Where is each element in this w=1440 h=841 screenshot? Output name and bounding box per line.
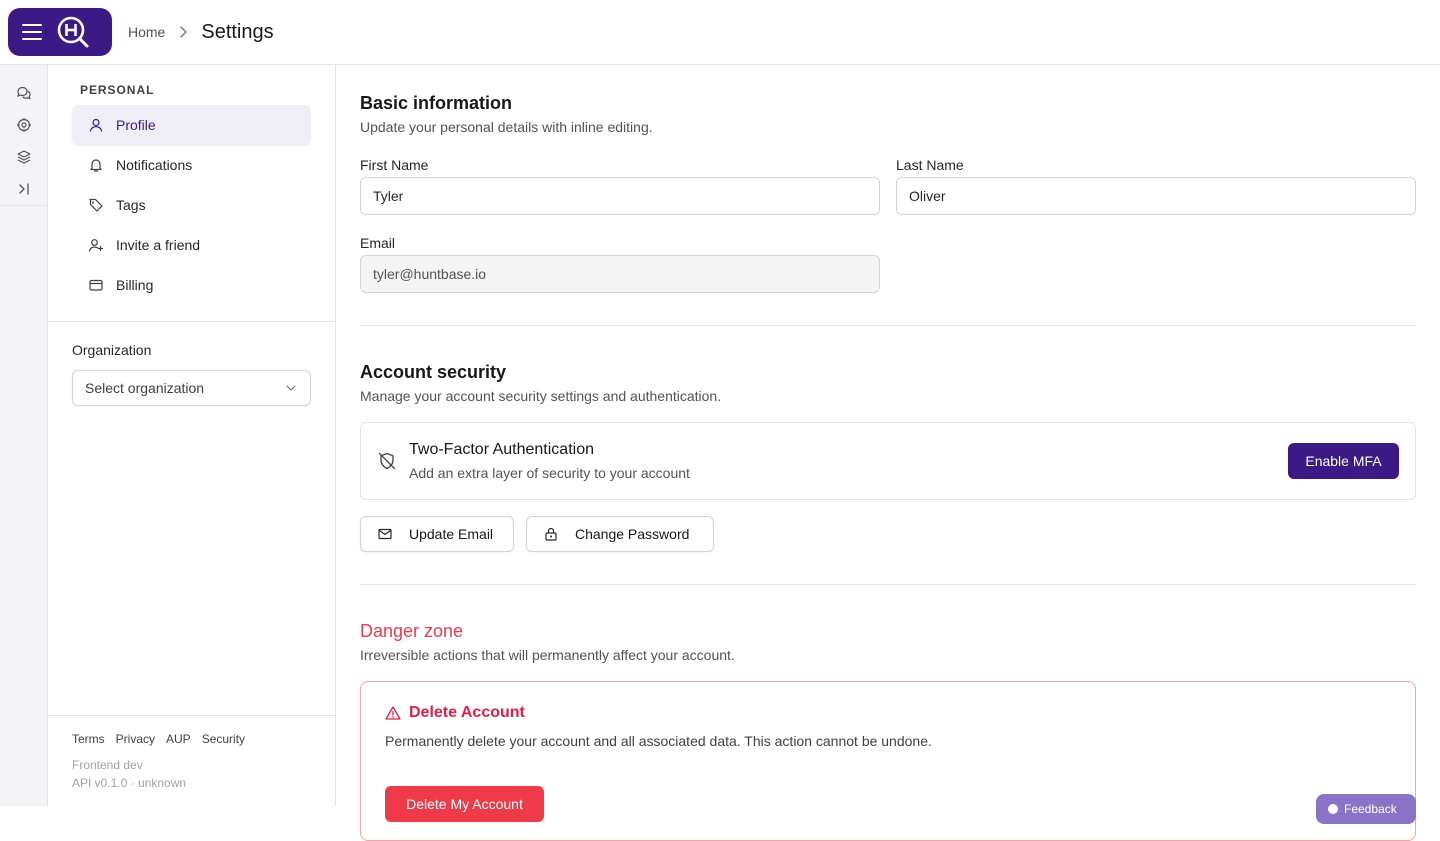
- shield-off-icon: [377, 451, 397, 471]
- delete-account-description: Permanently delete your account and all associated data. This action cannot be undone.: [385, 733, 932, 749]
- basic-info-title: Basic information: [360, 93, 513, 113]
- sidebar-item-tags[interactable]: [72, 185, 311, 225]
- api-version: API v0.1.0 · unknown: [72, 776, 187, 790]
- frontend-version: Frontend dev: [72, 758, 143, 772]
- update-email-label: Update Email: [409, 526, 494, 542]
- rail-divider: [0, 205, 48, 206]
- sidebar-item-label: Tags: [116, 197, 146, 213]
- breadcrumb-home[interactable]: Home: [128, 24, 166, 40]
- update-email-button[interactable]: [360, 516, 514, 552]
- user-icon: [88, 117, 104, 133]
- brand-logo-icon: [56, 15, 90, 49]
- sidebar-divider: [48, 321, 335, 322]
- mfa-description: Add an extra layer of security to your account: [409, 465, 690, 481]
- sidebar-item-profile[interactable]: [72, 105, 311, 145]
- footer-links: [72, 732, 245, 746]
- feedback-icon: [1328, 804, 1338, 814]
- sidebar-item-label: Notifications: [116, 157, 193, 173]
- danger-zone-title: Danger zone: [360, 621, 464, 641]
- organization-select-value: Select organization: [85, 380, 205, 396]
- email-field[interactable]: tyler@huntbase.io: [360, 255, 880, 293]
- section-divider: [360, 325, 1416, 326]
- user-plus-icon: [88, 237, 104, 253]
- sidebar-footer-divider: [48, 715, 335, 716]
- page-title: Settings: [201, 20, 274, 43]
- sidebar-item-label: Invite a friend: [116, 237, 201, 253]
- delete-account-title: [385, 704, 525, 722]
- feedback-label: Feedback: [1344, 802, 1397, 816]
- privacy-link[interactable]: Privacy: [115, 732, 156, 746]
- settings-nav: [72, 105, 311, 305]
- bell-icon: [88, 157, 104, 173]
- sidebar-item-label: Profile: [116, 117, 156, 133]
- version-info: [72, 756, 186, 792]
- sidebar-item-label: Billing: [116, 277, 154, 293]
- expand-sidebar-icon[interactable]: [0, 173, 48, 205]
- icon-rail: [0, 65, 48, 806]
- organization-label: Organization: [72, 342, 152, 358]
- aup-link[interactable]: AUP: [166, 732, 191, 746]
- layers-icon[interactable]: [0, 141, 48, 173]
- warning-icon: [385, 705, 401, 721]
- delete-account-button[interactable]: Delete My Account: [385, 786, 544, 822]
- last-name-label: Last Name: [896, 157, 964, 173]
- sidebar-item-notifications[interactable]: [72, 145, 311, 185]
- chat-bubbles-icon[interactable]: [0, 77, 48, 109]
- sidebar-item-invite[interactable]: [72, 225, 311, 265]
- delete-account-card: [360, 681, 1416, 841]
- basic-info-subtitle: Update your personal details with inline editing.: [360, 119, 653, 135]
- change-password-label: Change Password: [575, 526, 690, 542]
- feedback-button[interactable]: [1316, 794, 1416, 824]
- mfa-title: Two-Factor Authentication: [409, 441, 594, 458]
- danger-zone-subtitle: Irreversible actions that will permanently affect your account.: [360, 647, 735, 663]
- menu-logo-button[interactable]: [8, 8, 112, 56]
- sidebar-item-billing[interactable]: [72, 265, 311, 305]
- enable-mfa-button[interactable]: Enable MFA: [1288, 443, 1399, 479]
- wallet-icon: [88, 277, 104, 293]
- account-security-title: Account security: [360, 362, 507, 382]
- delete-account-title-text: Delete Account: [409, 704, 525, 721]
- security-link[interactable]: Security: [201, 732, 246, 746]
- settings-sidebar: [48, 65, 336, 806]
- account-security-subtitle: Manage your account security settings and authentication.: [360, 388, 722, 404]
- first-name-label: First Name: [360, 157, 429, 173]
- target-icon[interactable]: [0, 109, 48, 141]
- breadcrumb: [128, 20, 274, 44]
- top-bar: [0, 0, 1440, 65]
- hamburger-icon: [22, 24, 42, 40]
- tag-icon: [88, 197, 104, 213]
- email-label: Email: [360, 235, 396, 251]
- last-name-field[interactable]: Oliver: [896, 177, 1416, 215]
- organization-select[interactable]: [72, 370, 311, 406]
- first-name-field[interactable]: Tyler: [360, 177, 880, 215]
- terms-link[interactable]: Terms: [72, 732, 105, 746]
- mfa-card: [360, 422, 1416, 500]
- section-divider: [360, 584, 1416, 585]
- lock-icon: [543, 526, 559, 542]
- chevron-right-icon: [175, 24, 191, 40]
- section-label-personal: PERSONAL: [80, 83, 155, 97]
- mail-icon: [377, 526, 393, 542]
- chevron-down-icon: [284, 381, 298, 395]
- change-password-button[interactable]: [526, 516, 714, 552]
